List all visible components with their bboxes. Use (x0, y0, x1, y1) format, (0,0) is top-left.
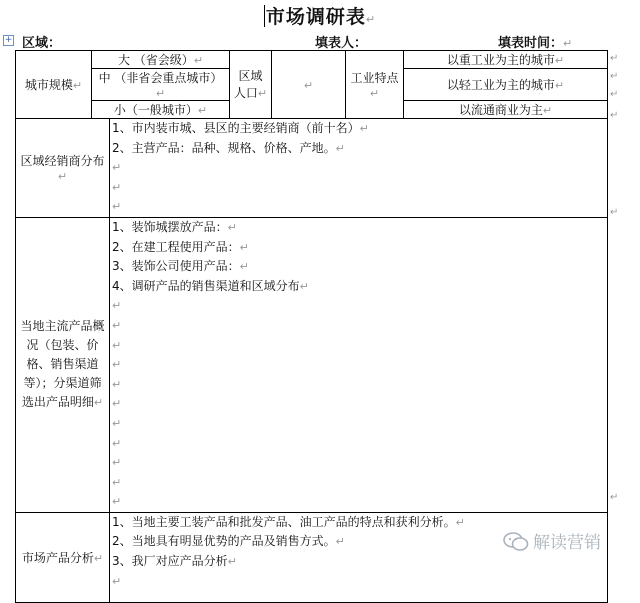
content-line: 1、装饰城摆放产品：↵ (112, 219, 237, 234)
population-label: 区域人口↵ (230, 51, 272, 119)
content-line: ↵ (112, 358, 122, 372)
region-label: 区域： (22, 36, 62, 51)
content-line: ↵ (112, 200, 122, 214)
row-end-mark: ↵ (610, 89, 619, 100)
row-end-mark: ↵ (610, 71, 619, 82)
date-label: 填表时间：↵ (498, 36, 573, 51)
content-line: ↵ (112, 456, 122, 470)
city-scale-label: 城市规模↵ (16, 51, 92, 119)
content-line: ↵ (112, 495, 122, 509)
survey-table (15, 50, 608, 603)
industry-option: 以流通商业为主↵ (404, 101, 608, 119)
row-end-mark: ↵ (610, 492, 619, 503)
content-line: ↵ (112, 574, 122, 588)
section-label: 当地主流产品概况（包装、价格、销售渠道等）；分渠道筛选出产品明细↵ (16, 217, 110, 512)
row-end-mark: ↵ (610, 207, 619, 218)
page-title: 市场调研表↵ (265, 6, 377, 28)
section-content[interactable] (110, 512, 608, 602)
content-line: ↵ (112, 299, 122, 313)
content-line: ↵ (112, 161, 122, 175)
content-line: 1、当地主要工装产品和批发产品、油工产品的特点和获利分析。↵ (112, 514, 465, 529)
row-end-mark: ↵ (610, 110, 619, 121)
content-line: ↵ (112, 397, 122, 411)
text-cursor (264, 5, 265, 27)
watermark: 解读营销 (503, 528, 601, 553)
content-line: 2、在建工程使用产品：↵ (112, 239, 249, 254)
content-line: ↵ (112, 475, 122, 489)
industry-option: 以轻工业为主的城市↵ (404, 69, 608, 101)
content-line: 1、市内装市城、县区的主要经销商（前十名）↵ (112, 121, 369, 135)
industry-option: 以重工业为主的城市↵ (404, 51, 608, 69)
population-value[interactable]: ↵ (272, 51, 346, 119)
content-line: ↵ (112, 436, 122, 450)
row-end-mark: ↵ (610, 53, 619, 64)
section-content[interactable] (110, 217, 608, 512)
paragraph-mark: ↵ (365, 13, 377, 26)
content-line: 4、调研产品的销售渠道和区域分布↵ (112, 278, 309, 293)
content-line: 2、主营产品：品种、规格、价格、产地。↵ (112, 140, 345, 155)
content-line: ↵ (112, 180, 122, 194)
city-scale-option: 大 （省会级）↵ (92, 51, 230, 69)
section-label: 区域经销商分布↵ (16, 119, 110, 218)
content-line: 2、当地具有明显优势的产品及销售方式。↵ (112, 534, 345, 549)
city-scale-option: 小（一般城市）↵ (92, 101, 230, 119)
content-line: ↵ (112, 318, 122, 332)
wechat-icon (503, 532, 529, 552)
section-content[interactable] (110, 119, 608, 218)
city-scale-option: 中 （非省会重点城市）↵ (92, 69, 230, 101)
industry-label: 工业特点↵ (346, 51, 404, 119)
filler-label: 填表人： (315, 36, 368, 51)
section-label: 市场产品分析↵ (16, 512, 110, 602)
content-line: ↵ (112, 338, 122, 352)
table-move-icon[interactable]: + (4, 35, 13, 45)
content-line: ↵ (112, 377, 122, 391)
content-line: ↵ (112, 416, 122, 430)
content-line: 3、装饰公司使用产品：↵ (112, 259, 249, 274)
content-line: 3、我厂对应产品分析↵ (112, 554, 237, 569)
